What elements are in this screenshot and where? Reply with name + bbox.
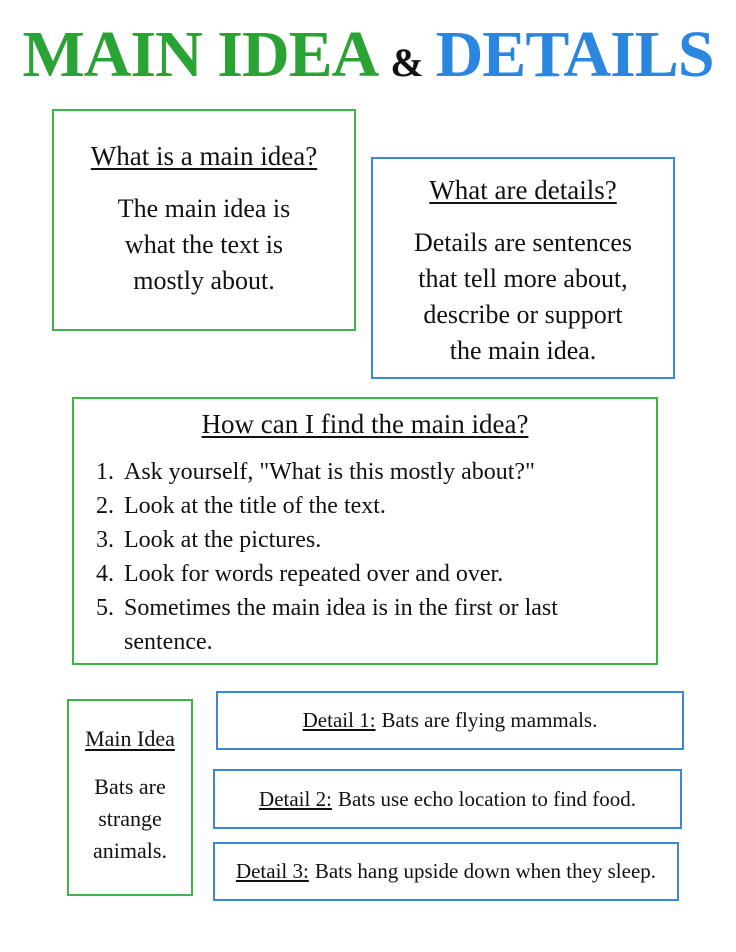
details-question: What are details?: [429, 175, 617, 205]
step-text: Ask yourself, "What is this mostly about?": [124, 459, 535, 485]
example-line: animals.: [93, 838, 167, 863]
details-definition-box: [371, 157, 675, 379]
page-title: [0, 18, 736, 91]
step-text: Look at the pictures.: [124, 527, 322, 553]
list-item: [96, 489, 640, 523]
details-definition: [381, 225, 665, 369]
find-main-idea-question: How can I find the main idea?: [201, 409, 529, 439]
step-number: 5.: [96, 595, 114, 621]
definition-line: describe or support: [423, 300, 623, 329]
title-details: DETAILS: [435, 18, 714, 91]
list-item: [96, 591, 640, 659]
detail-label: Detail 1:: [302, 708, 376, 732]
step-number: 2.: [96, 493, 114, 519]
definition-line: the main idea.: [449, 336, 597, 365]
find-main-idea-box: [72, 397, 658, 665]
list-item: [96, 455, 640, 489]
step-text: Look for words repeated over and over.: [124, 561, 504, 587]
detail-text: Bats hang upside down when they sleep.: [314, 859, 657, 883]
step-number: 1.: [96, 459, 114, 485]
step-text: Sometimes the main idea is in the first or last sentence.: [124, 595, 558, 655]
title-main-idea: MAIN IDEA: [22, 18, 379, 91]
main-idea-question: What is a main idea?: [90, 141, 318, 171]
steps-list: [96, 455, 640, 659]
definition-line: what the text is: [124, 230, 284, 259]
detail-box-3: [213, 842, 679, 901]
example-line: Bats are: [94, 774, 166, 799]
detail-label: Detail 2:: [259, 786, 332, 811]
list-item: [96, 557, 640, 591]
main-idea-definition: [68, 191, 340, 299]
step-number: 3.: [96, 527, 114, 553]
step-text: Look at the title of the text.: [124, 493, 386, 519]
title-ampersand: &: [390, 40, 424, 85]
example-line: strange: [98, 806, 162, 831]
definition-line: mostly about.: [133, 266, 275, 295]
step-number: 4.: [96, 561, 114, 587]
example-main-idea-box: [67, 699, 193, 896]
list-item: [96, 523, 640, 557]
detail-text: Bats use echo location to find food.: [337, 786, 636, 811]
definition-line: Details are sentences: [413, 228, 632, 257]
example-main-idea-text: [73, 771, 187, 867]
detail-box-2: [213, 769, 682, 829]
detail-text: Bats are flying mammals.: [381, 708, 598, 732]
definition-line: that tell more about,: [418, 264, 628, 293]
main-idea-definition-box: [52, 109, 356, 331]
detail-label: Detail 3:: [235, 859, 309, 883]
definition-line: The main idea is: [117, 194, 291, 223]
detail-box-1: [216, 691, 684, 750]
example-main-idea-heading: Main Idea: [85, 726, 175, 751]
